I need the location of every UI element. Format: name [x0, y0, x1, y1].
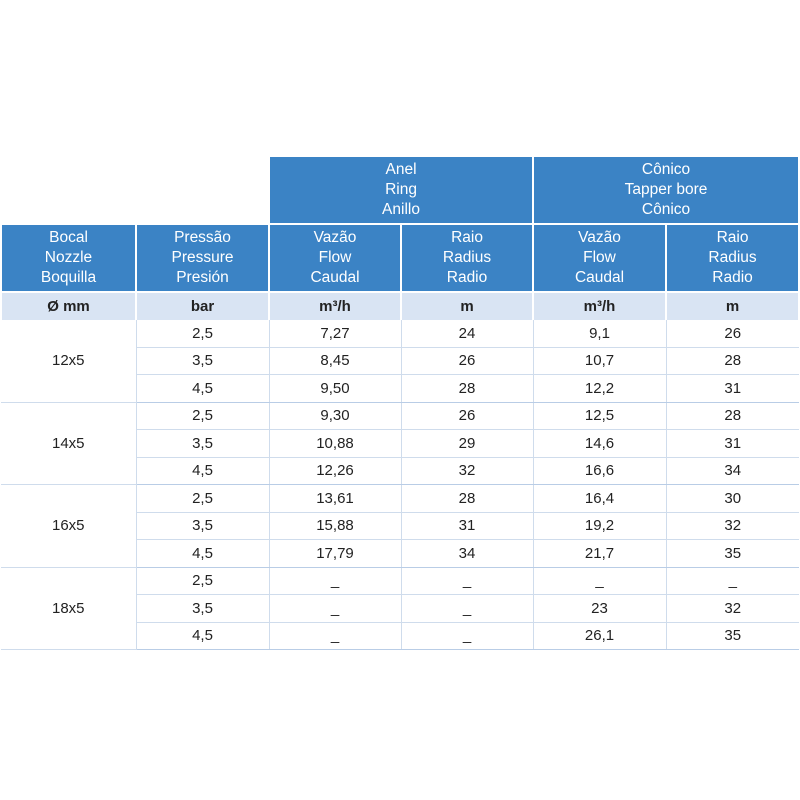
- cell-flow-conic: 26,1: [533, 622, 666, 650]
- cell-pressure: 3,5: [136, 430, 269, 458]
- cell-flow-conic: 9,1: [533, 320, 666, 347]
- cell-flow-conic: 16,4: [533, 485, 666, 513]
- cell-radius-ring: _: [401, 567, 533, 595]
- cell-radius-conic: 32: [666, 595, 799, 623]
- col-header-vazao-conico: [533, 224, 666, 292]
- anel-es: Anillo: [382, 201, 420, 218]
- cell-radius-ring: 31: [401, 512, 533, 540]
- cell-flow-ring: 17,79: [269, 540, 401, 568]
- nozzle-performance-table: [0, 155, 800, 650]
- raio-anel-es: Radio: [446, 269, 488, 286]
- cell-flow-ring: 8,45: [269, 347, 401, 375]
- vazao-anel-es: Caudal: [310, 269, 360, 286]
- bocal-en: Nozzle: [44, 249, 93, 266]
- cell-flow-conic: _: [533, 567, 666, 595]
- cell-pressure: 3,5: [136, 595, 269, 623]
- table-row: [1, 402, 799, 430]
- cell-radius-conic: 34: [666, 457, 799, 485]
- cell-flow-ring: 9,30: [269, 402, 401, 430]
- nozzle-size-cell: 16x5: [1, 485, 136, 568]
- cell-flow-ring: 13,61: [269, 485, 401, 513]
- group-header-row: [1, 156, 799, 224]
- cell-radius-ring: _: [401, 622, 533, 650]
- vazao-anel-en: Flow: [318, 249, 352, 266]
- cell-pressure: 3,5: [136, 512, 269, 540]
- pressao-en: Pressure: [171, 249, 234, 266]
- cell-radius-conic: 32: [666, 512, 799, 540]
- vazao-conico-pt: Vazão: [578, 229, 621, 246]
- cell-flow-ring: 15,88: [269, 512, 401, 540]
- cell-radius-conic: 35: [666, 622, 799, 650]
- cell-flow-conic: 14,6: [533, 430, 666, 458]
- cell-flow-conic: 10,7: [533, 347, 666, 375]
- pressao-es: Presión: [176, 269, 229, 286]
- cell-radius-ring: 28: [401, 375, 533, 403]
- column-header-row: [1, 224, 799, 292]
- cell-radius-ring: 24: [401, 320, 533, 347]
- unit-diameter: Ø mm: [1, 292, 136, 320]
- col-header-bocal: [1, 224, 136, 292]
- cell-pressure: 2,5: [136, 567, 269, 595]
- cell-flow-conic: 12,5: [533, 402, 666, 430]
- pressao-pt: Pressão: [174, 229, 231, 246]
- cell-pressure: 4,5: [136, 622, 269, 650]
- raio-conico-es: Radio: [712, 269, 753, 286]
- cell-flow-conic: 19,2: [533, 512, 666, 540]
- table-row: [1, 485, 799, 513]
- group-header-conico: [533, 156, 799, 224]
- unit-flow-ring: m³/h: [269, 292, 401, 320]
- cell-pressure: 3,5: [136, 347, 269, 375]
- cell-radius-conic: 28: [666, 347, 799, 375]
- nozzle-size-cell: 14x5: [1, 402, 136, 485]
- units-row: [1, 292, 799, 320]
- unit-radius-ring: m: [401, 292, 533, 320]
- bocal-es: Boquilla: [40, 269, 97, 286]
- col-header-vazao-anel: [269, 224, 401, 292]
- cell-radius-ring: 28: [401, 485, 533, 513]
- cell-flow-conic: 23: [533, 595, 666, 623]
- cell-radius-ring: 26: [401, 347, 533, 375]
- cell-pressure: 4,5: [136, 375, 269, 403]
- group-header-empty: [1, 156, 269, 224]
- cell-flow-conic: 21,7: [533, 540, 666, 568]
- conico-pt: Cônico: [641, 161, 691, 178]
- raio-conico-pt: Raio: [716, 229, 749, 246]
- group-header-anel: [269, 156, 533, 224]
- table-row: [1, 567, 799, 595]
- cell-radius-ring: 29: [401, 430, 533, 458]
- cell-flow-ring: 10,88: [269, 430, 401, 458]
- unit-flow-conic: m³/h: [533, 292, 666, 320]
- nozzle-size-cell: 18x5: [1, 567, 136, 650]
- cell-radius-conic: _: [666, 567, 799, 595]
- cell-flow-ring: _: [269, 595, 401, 623]
- unit-radius-conic: m: [666, 292, 799, 320]
- cell-flow-conic: 16,6: [533, 457, 666, 485]
- cell-radius-conic: 26: [666, 320, 799, 347]
- cell-radius-conic: 30: [666, 485, 799, 513]
- cell-radius-conic: 28: [666, 402, 799, 430]
- cell-pressure: 2,5: [136, 485, 269, 513]
- conico-en: Tapper bore: [624, 181, 708, 198]
- cell-radius-ring: 26: [401, 402, 533, 430]
- bocal-pt: Bocal: [49, 229, 88, 246]
- cell-radius-ring: 34: [401, 540, 533, 568]
- raio-conico-en: Radius: [708, 249, 757, 266]
- cell-pressure: 4,5: [136, 457, 269, 485]
- cell-radius-conic: 35: [666, 540, 799, 568]
- anel-pt: Anel: [385, 161, 417, 178]
- anel-en: Ring: [385, 181, 417, 198]
- vazao-conico-en: Flow: [583, 249, 616, 266]
- nozzle-size-cell: 12x5: [1, 320, 136, 402]
- cell-flow-ring: _: [269, 622, 401, 650]
- cell-radius-conic: 31: [666, 375, 799, 403]
- cell-flow-ring: _: [269, 567, 401, 595]
- cell-radius-ring: 32: [401, 457, 533, 485]
- conico-es: Cônico: [641, 201, 691, 218]
- cell-flow-ring: 12,26: [269, 457, 401, 485]
- cell-flow-conic: 12,2: [533, 375, 666, 403]
- vazao-conico-es: Caudal: [574, 269, 625, 286]
- raio-anel-pt: Raio: [451, 229, 483, 246]
- cell-radius-ring: _: [401, 595, 533, 623]
- table-row: [1, 320, 799, 347]
- cell-pressure: 2,5: [136, 320, 269, 347]
- col-header-raio-conico: [666, 224, 799, 292]
- cell-pressure: 2,5: [136, 402, 269, 430]
- unit-pressure: bar: [136, 292, 269, 320]
- cell-radius-conic: 31: [666, 430, 799, 458]
- cell-flow-ring: 9,50: [269, 375, 401, 403]
- raio-anel-en: Radius: [442, 249, 492, 266]
- col-header-pressao: [136, 224, 269, 292]
- vazao-anel-pt: Vazão: [313, 229, 357, 246]
- cell-flow-ring: 7,27: [269, 320, 401, 347]
- col-header-raio-anel: [401, 224, 533, 292]
- cell-pressure: 4,5: [136, 540, 269, 568]
